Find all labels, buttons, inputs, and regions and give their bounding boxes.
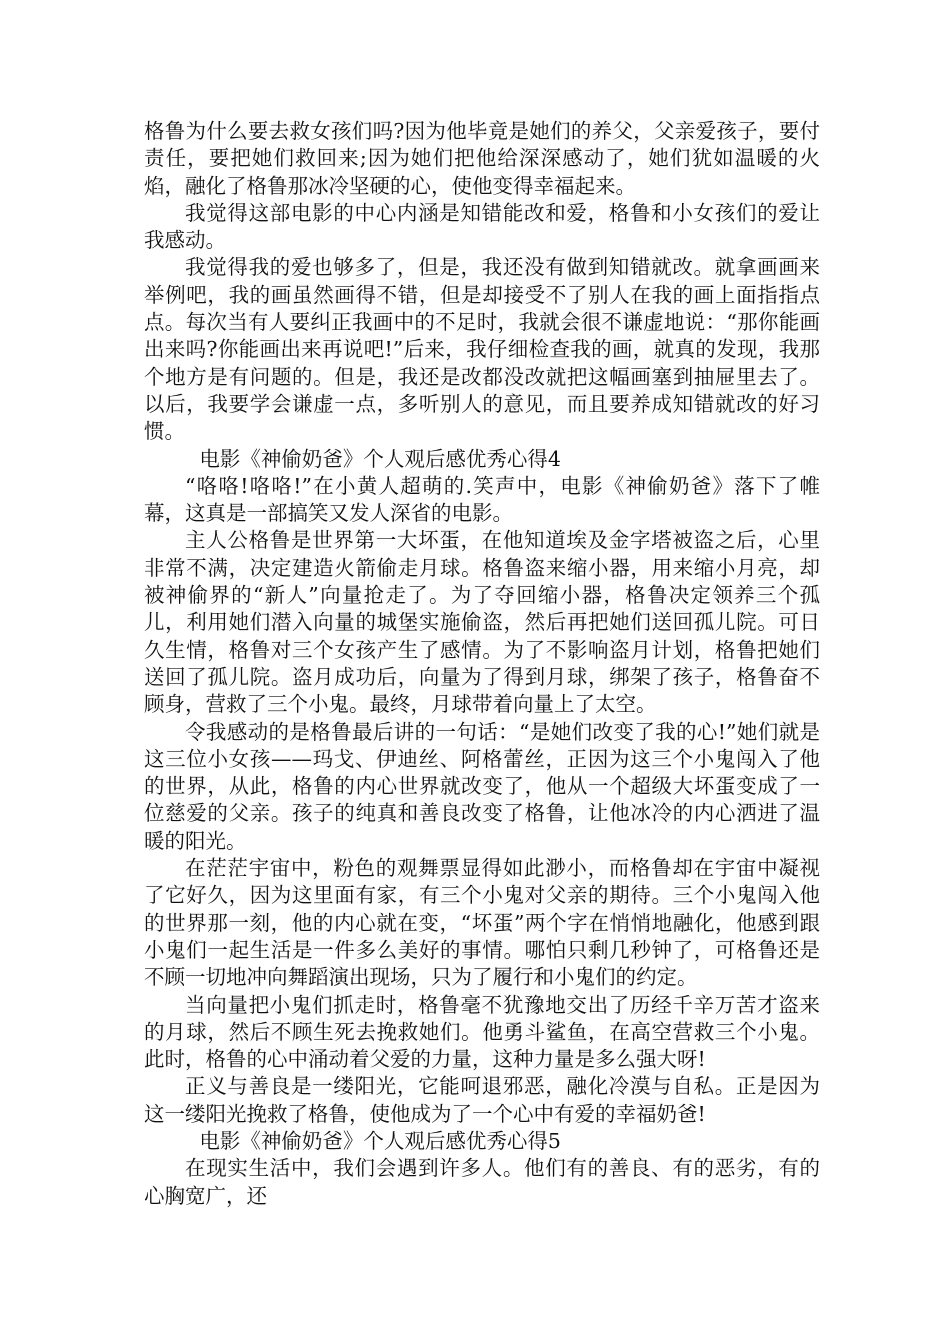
section-heading: 电影《神偷奶爸》个人观后感优秀心得4	[199, 446, 561, 471]
paragraph: 在现实生活中，我们会遇到许多人。他们有的善良、有的恶劣，有的心胸宽广，还	[144, 1156, 820, 1208]
document-body	[144, 118, 820, 1210]
paragraph: “咯咯!咯咯!”在小黄人超萌的.笑声中，电影《神偷奶爸》落下了帷幕，这真是一部搞笑又发人深省的电影。	[144, 473, 820, 526]
paragraph: 令我感动的是格鲁最后讲的一句话：“是她们改变了我的心!”她们就是这三位小女孩——玛戈、伊迪丝、阿格蕾丝，正因为这三个小鬼闯入了他的世界，从此，格鲁的内心世界就改变了，他从一个超级大坏蛋变成了一位慈爱的父亲。孩子的纯真和善良改变了格鲁，让他冰冷的内心洒进了温暖的阳光。	[144, 719, 820, 853]
paragraph: 在茫茫宇宙中，粉色的观舞票显得如此渺小，而格鲁却在宇宙中凝视了它好久，因为这里面有家，有三个小鬼对父亲的期待。三个小鬼闯入他的世界那一刻，他的内心就在变，“坏蛋”两个字在悄悄地融化，他感到跟小鬼们一起生活是一件多么美好的事情。哪怕只剩几秒钟了，可格鲁还是不顾一切地冲向舞蹈演出现场，只为了履行和小鬼们的约定。	[144, 856, 820, 990]
paragraph: 正义与善良是一缕阳光，它能呵退邪恶，融化冷漠与自私。正是因为这一缕阳光挽救了格鲁，使他成为了一个心中有爱的幸福奶爸!	[144, 1074, 820, 1126]
paragraph: 我觉得我的爱也够多了，但是，我还没有做到知错就改。就拿画画来举例吧，我的画虽然画得不错，但是却接受不了别人在我的画上面指指点点。每次当有人要纠正我画中的不足时，我就会很不谦虚地说：“那你能画出来吗?你能画出来再说吧!”后来，我仔细检查我的画，就真的发现，我那个地方是有问题的。但是，我还是改都没改就把这幅画塞到抽屉里去了。以后，我要学会谦虚一点，多听别人的意见，而且要养成知错就改的好习惯。	[144, 255, 820, 444]
paragraph: 格鲁为什么要去救女孩们吗?因为他毕竟是她们的养父，父亲爱孩子，要付责任，要把她们救回来;因为她们把他给深深感动了，她们犹如温暖的火焰，融化了格鲁那冰冷坚硬的心，使他变得幸福起来。	[144, 119, 820, 198]
paragraph: 我觉得这部电影的中心内涵是知错能改和爱，格鲁和小女孩们的爱让我感动。	[144, 200, 820, 253]
section-heading: 电影《神偷奶爸》个人观后感优秀心得5	[199, 1128, 561, 1153]
paragraph: 当向量把小鬼们抓走时，格鲁毫不犹豫地交出了历经千辛万苦才盗来的月球，然后不顾生死去挽救她们。他勇斗鲨鱼，在高空营救三个小鬼。此时，格鲁的心中涌动着父爱的力量，这种力量是多么强大呀!	[144, 992, 820, 1072]
paragraph: 主人公格鲁是世界第一大坏蛋，在他知道埃及金字塔被盗之后，心里非常不满，决定建造火箭偷走月球。格鲁盗来缩小器，用来缩小月亮，却被神偷界的“新人”向量抢走了。为了夺回缩小器，格鲁决定领养三个孤儿，利用她们潜入向量的城堡实施偷盗，然后再把她们送回孤儿院。可日久生情，格鲁对三个女孩产生了感情。为了不影响盗月计划，格鲁把她们送回了孤儿院。盗月成功后，向量为了得到月球，绑架了孩子，格鲁奋不顾身，营救了三个小鬼。最终，月球带着向量上了太空。	[144, 528, 820, 717]
